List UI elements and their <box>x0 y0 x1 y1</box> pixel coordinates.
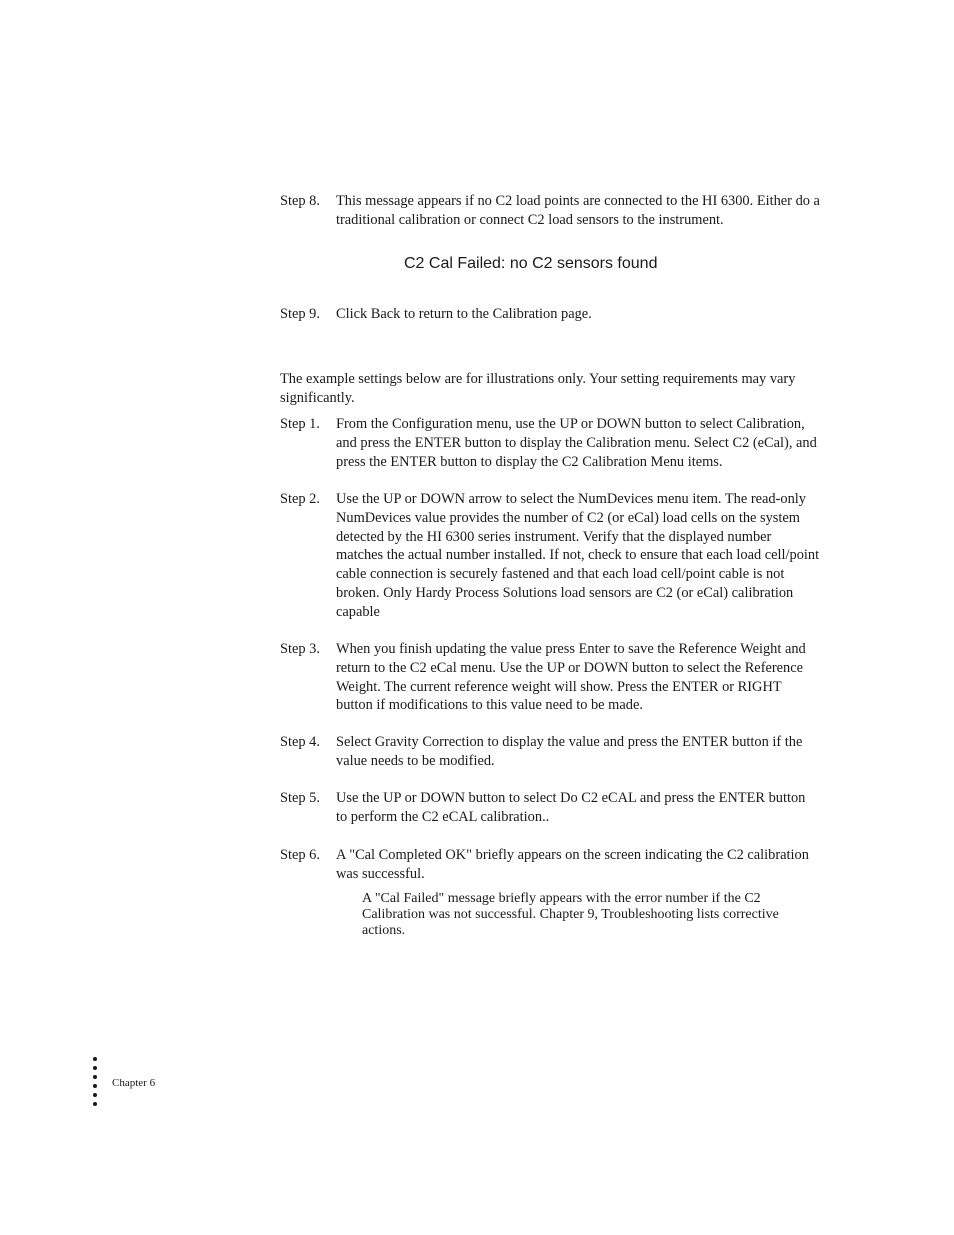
step-9 <box>280 305 820 324</box>
step-label: Step 1. <box>280 416 320 432</box>
cal-failed-note: A "Cal Failed" message briefly appears with the error number if the C2 Calibration was not successful. Chapter 9, Troubleshooting lists corrective actions. <box>362 891 779 938</box>
step-5 <box>280 789 820 827</box>
step-label: Step 8. <box>280 193 320 209</box>
step-1 <box>280 415 820 471</box>
step-2 <box>280 490 820 622</box>
step-text: Use the UP or DOWN arrow to select the NumDevices menu item. The read-only NumDevices value provides the number of C2 (or eCal) load cells on the system detected by the HI 6300 series instrument. Verify that the displayed number matches the actual number installed. If not, check to ensure that each load cell/point cable connection is securely fastened and that each load cell/point cable is not broken. Only Hardy Process Solutions load sensors are C2 (or eCal) calibration capable <box>336 491 820 620</box>
dot-icon <box>93 1102 97 1106</box>
margin-dots-decoration <box>93 1057 98 1111</box>
error-message-example: C2 Cal Failed: no C2 sensors found <box>404 255 658 272</box>
step-label: Step 3. <box>280 641 320 657</box>
dot-icon <box>93 1057 97 1061</box>
step-3 <box>280 640 820 715</box>
step-6 <box>280 846 820 884</box>
step-text: A "Cal Completed OK" briefly appears on the screen indicating the C2 calibration was successful. <box>336 847 809 882</box>
intro-paragraph: The example settings below are for illustrations only. Your setting requirements may vary significantly. <box>280 371 796 406</box>
step-4 <box>280 733 820 771</box>
step-label: Step 6. <box>280 847 320 863</box>
step-text: This message appears if no C2 load points are connected to the HI 6300. Either do a traditional calibration or connect C2 load sensors to the instrument. <box>336 193 820 228</box>
dot-icon <box>93 1066 97 1070</box>
dot-icon <box>93 1084 97 1088</box>
step-label: Step 2. <box>280 491 320 507</box>
step-label: Step 5. <box>280 790 320 806</box>
step-label: Step 9. <box>280 306 320 322</box>
step-text: Select Gravity Correction to display the value and press the ENTER button if the value needs to be modified. <box>336 734 803 769</box>
dot-icon <box>93 1093 97 1097</box>
step-8 <box>280 192 820 230</box>
step-text: When you finish updating the value press Enter to save the Reference Weight and return to the C2 eCal menu. Use the UP or DOWN button to select the Reference Weight. The current reference weight will show. Press the ENTER or RIGHT button if modifications to this value need to be made. <box>336 641 806 714</box>
step-text: Use the UP or DOWN button to select Do C2 eCAL and press the ENTER button to perform the C2 eCAL calibration.. <box>336 790 806 825</box>
footer-chapter: Chapter 6 <box>112 1077 156 1089</box>
dot-icon <box>93 1075 97 1079</box>
step-text: From the Configuration menu, use the UP or DOWN button to select Calibration, and press the ENTER button to display the Calibration menu. Select C2 (eCal), and press the ENTER button to display the C2 Calibration Menu items. <box>336 416 817 470</box>
step-label: Step 4. <box>280 734 320 750</box>
step-text: Click Back to return to the Calibration page. <box>336 306 592 322</box>
